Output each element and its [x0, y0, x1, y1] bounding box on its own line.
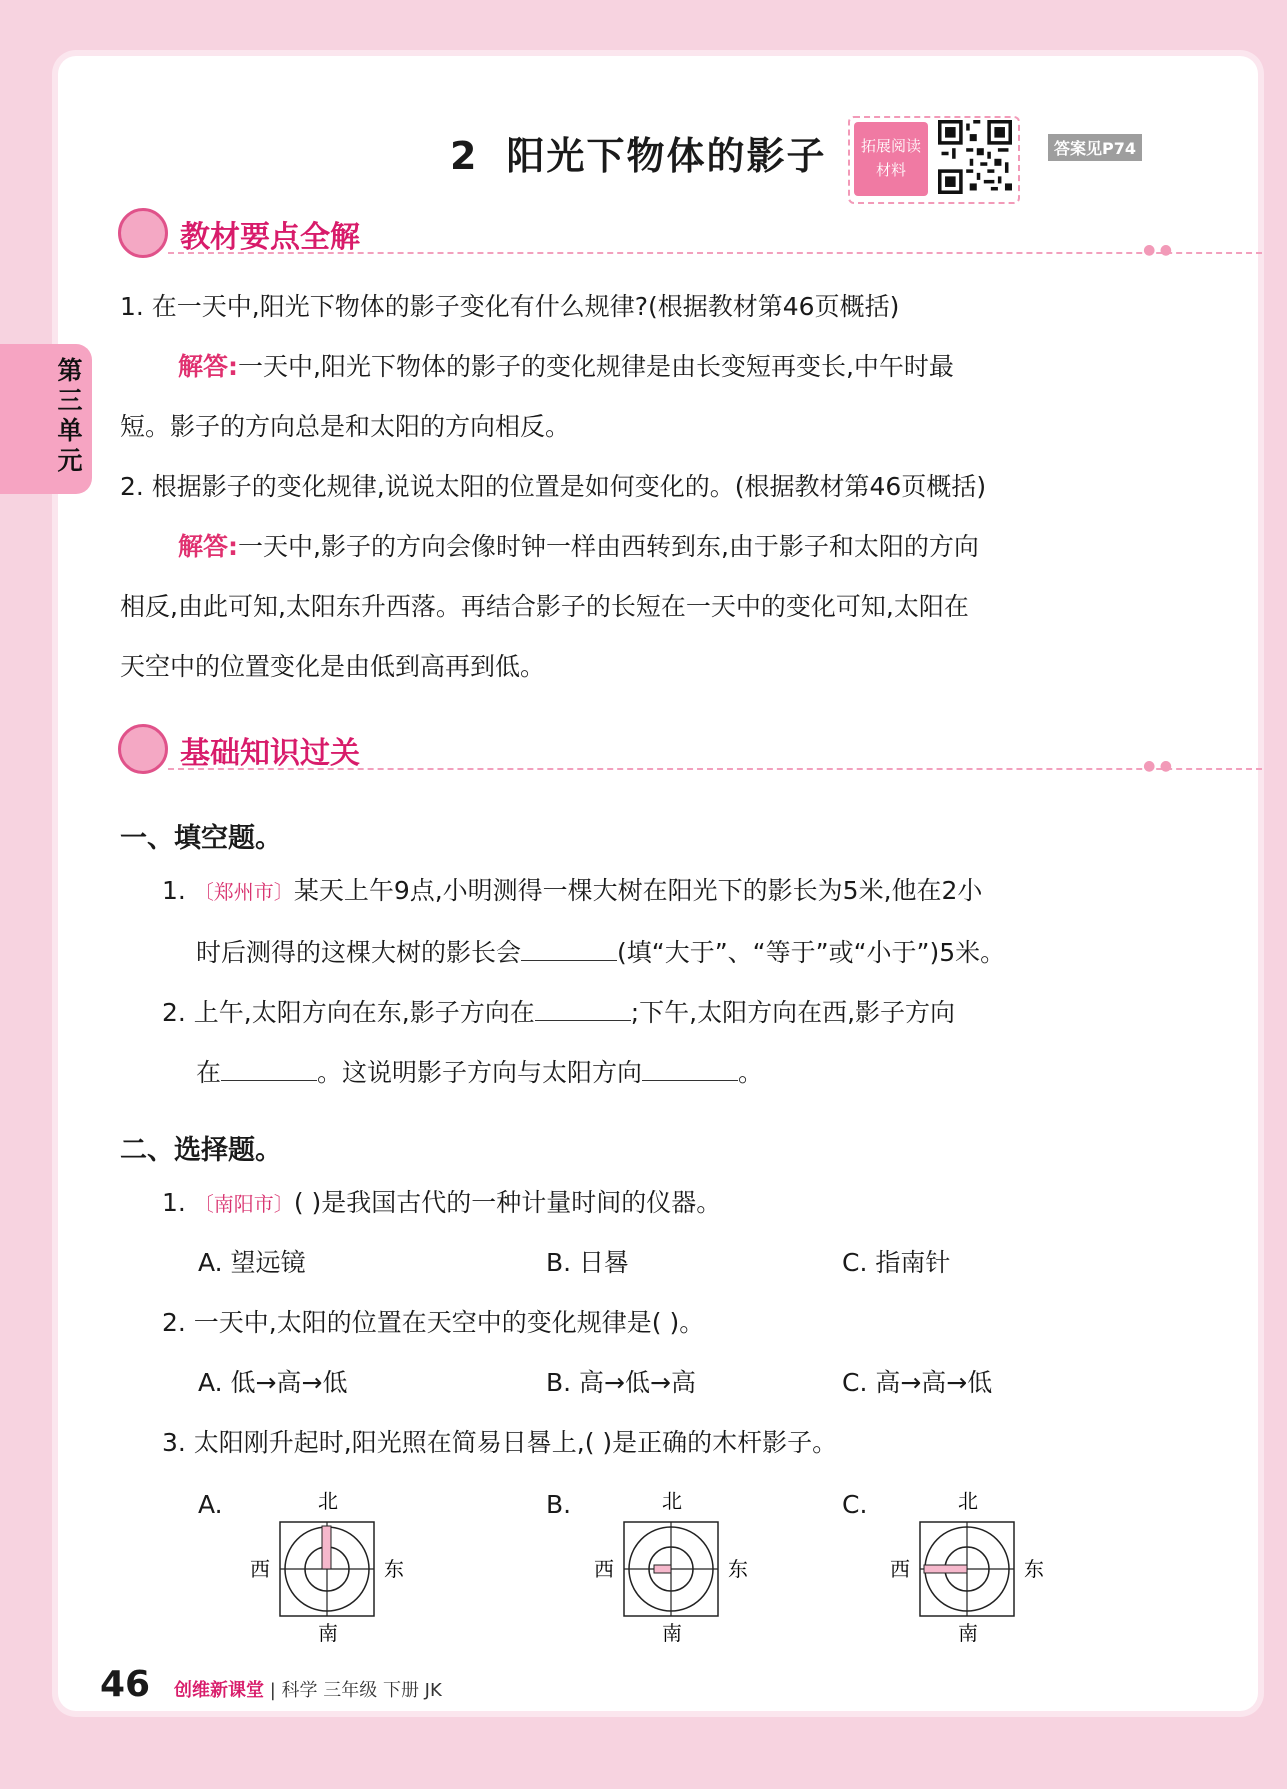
- choice-1-option-c[interactable]: C. 指南针: [842, 1248, 951, 1277]
- choice-heading: 二、选择题。: [120, 1135, 282, 1166]
- fill-question-2-line-2: [196, 1056, 763, 1088]
- region-tag: 〔郑州市〕: [193, 880, 294, 904]
- answer-2-line-2: 相反,由此可知,太阳东升西落。再结合影子的长短在一天中的变化可知,太阳在: [120, 592, 969, 621]
- choice-2-option-b[interactable]: B. 高→低→高: [546, 1368, 696, 1397]
- footer-brand: 创维新课堂: [174, 1680, 264, 1701]
- choice-3-option-c[interactable]: C.: [842, 1490, 868, 1519]
- lesson-title: 阳光下物体的影子: [506, 134, 827, 178]
- sundial-diagram-c[interactable]: [880, 1488, 1060, 1648]
- choice-question-1: [162, 1188, 721, 1219]
- question-text: (填“大于”、“等于”或“小于”)5米。: [617, 938, 1006, 967]
- qr-label-line2: 材料: [875, 161, 906, 179]
- section-divider: [168, 768, 1262, 770]
- compass-west: 西: [594, 1557, 614, 1581]
- question-text: 2. 上午,太阳方向在东,影子方向在: [162, 998, 535, 1027]
- fill-question-1-line-2: [196, 936, 1005, 968]
- compass-east: 东: [384, 1557, 404, 1581]
- question-text: 。这说明影子方向与太阳方向: [317, 1058, 643, 1087]
- compass-south: 南: [958, 1621, 978, 1645]
- answer-blank[interactable]: [642, 1056, 738, 1081]
- qr-label[interactable]: [854, 122, 928, 196]
- choice-3-option-b[interactable]: B.: [546, 1490, 572, 1519]
- question-number: 1.: [162, 876, 186, 905]
- section-title: 教材要点全解: [180, 220, 360, 255]
- section-title: 基础知识过关: [180, 736, 360, 771]
- question-text: 。: [738, 1058, 764, 1087]
- page-title: [450, 125, 826, 180]
- reading-mascot-icon: [118, 208, 168, 258]
- section-header-key-points: [118, 208, 1172, 258]
- answer-1-line-1: [178, 352, 954, 382]
- qr-code-icon[interactable]: [938, 120, 1012, 194]
- question-text: ;下午,太阳方向在西,影子方向: [630, 998, 956, 1027]
- answer-reference: 答案见P74: [1048, 134, 1142, 161]
- dots-decoration-icon: ● ●: [1143, 758, 1172, 774]
- sundial-diagram-a[interactable]: [240, 1488, 420, 1648]
- choice-3-option-a[interactable]: A.: [198, 1490, 223, 1519]
- section-divider: [168, 252, 1262, 254]
- question-text: ( )是我国古代的一种计量时间的仪器。: [293, 1188, 722, 1217]
- sundial-diagram-b[interactable]: [584, 1488, 764, 1648]
- answer-blank[interactable]: [221, 1056, 317, 1081]
- question-number: 1.: [162, 1188, 186, 1217]
- question-1: 1. 在一天中,阳光下物体的影子变化有什么规律?(根据教材第46页概括): [120, 292, 900, 321]
- answer-label: 解答:: [178, 532, 238, 561]
- answer-2-line-3: 天空中的位置变化是由低到高再到低。: [120, 652, 546, 681]
- choice-question-3: 3. 太阳刚升起时,阳光照在简易日晷上,( )是正确的木杆影子。: [162, 1428, 838, 1457]
- fill-question-1-line-1: [162, 876, 982, 907]
- footer-info: 创维新课堂 | 科学 三年级 下册 JK: [174, 1680, 442, 1701]
- page-number: 46: [100, 1664, 151, 1705]
- stick-shadow: [924, 1565, 967, 1573]
- stick-shadow: [322, 1526, 331, 1569]
- compass-east: 东: [728, 1557, 748, 1581]
- choice-2-option-c[interactable]: C. 高→高→低: [842, 1368, 993, 1397]
- lesson-number: 2: [450, 134, 479, 178]
- dots-decoration-icon: ● ●: [1143, 242, 1172, 258]
- compass-north: 北: [958, 1489, 978, 1513]
- region-tag: 〔南阳市〕: [193, 1192, 294, 1216]
- compass-north: 北: [318, 1489, 338, 1513]
- unit-tab-label: 第三单元: [57, 356, 83, 475]
- choice-question-2: 2. 一天中,太阳的位置在天空中的变化规律是( )。: [162, 1308, 705, 1337]
- question-2: 2. 根据影子的变化规律,说说太阳的位置是如何变化的。(根据教材第46页概括): [120, 472, 987, 501]
- choice-1-option-b[interactable]: B. 日晷: [546, 1248, 630, 1277]
- qr-label-line1: 拓展阅读: [860, 137, 921, 155]
- compass-south: 南: [662, 1621, 682, 1645]
- choice-1-option-a[interactable]: A. 望远镜: [198, 1248, 306, 1277]
- question-text: 在: [196, 1058, 222, 1087]
- section-header-basics: [118, 724, 1172, 774]
- answer-2-text: 一天中,影子的方向会像时钟一样由西转到东,由于影子和太阳的方向: [238, 532, 979, 561]
- answer-blank[interactable]: [521, 936, 617, 961]
- fill-blank-heading: 一、填空题。: [120, 823, 282, 854]
- footer-book-info: 科学 三年级 下册 JK: [281, 1680, 442, 1701]
- stick-shadow: [654, 1565, 671, 1573]
- compass-west: 西: [890, 1557, 910, 1581]
- question-text: 时后测得的这棵大树的影长会: [196, 938, 522, 967]
- compass-west: 西: [250, 1557, 270, 1581]
- answer-1-line-2: 短。影子的方向总是和太阳的方向相反。: [120, 412, 571, 441]
- answer-blank[interactable]: [535, 996, 631, 1021]
- mascot-icon: [118, 724, 168, 774]
- compass-east: 东: [1024, 1557, 1044, 1581]
- compass-south: 南: [318, 1621, 338, 1645]
- answer-label: 解答:: [178, 352, 238, 381]
- answer-1-text: 一天中,阳光下物体的影子的变化规律是由长变短再变长,中午时最: [238, 352, 954, 381]
- compass-north: 北: [662, 1489, 682, 1513]
- question-text: 某天上午9点,小明测得一棵大树在阳光下的影长为5米,他在2小: [293, 876, 983, 905]
- fill-question-2-line-1: [162, 996, 955, 1028]
- answer-2-line-1: [178, 532, 979, 562]
- choice-2-option-a[interactable]: A. 低→高→低: [198, 1368, 348, 1397]
